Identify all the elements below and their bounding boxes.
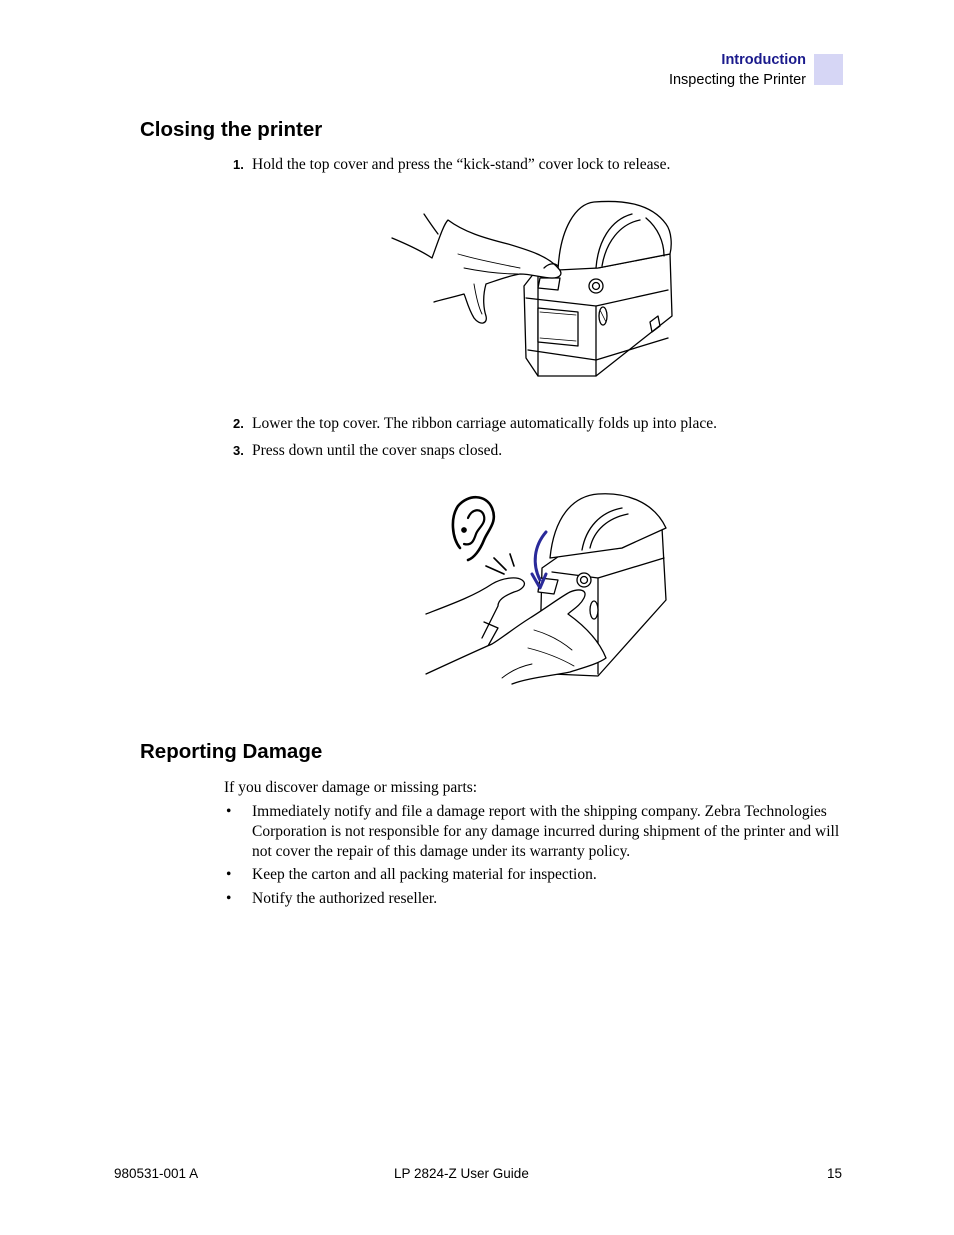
printer-release-illustration (388, 198, 678, 380)
footer-page-number: 15 (826, 1166, 842, 1181)
step-number: 3. (233, 443, 244, 458)
footer-guide-title: LP 2824-Z User Guide (394, 1166, 529, 1181)
reporting-intro-text: If you discover damage or missing parts: (224, 779, 478, 796)
list-item-text: Notify the authorized reseller. (252, 890, 438, 907)
ear-icon (453, 497, 494, 560)
bullet-icon: • (226, 803, 232, 820)
printer-close-illustration (422, 488, 674, 693)
section-heading-reporting: Reporting Damage (140, 740, 323, 763)
bullet-icon: • (226, 890, 232, 907)
footer-doc-number: 980531-001 A (114, 1166, 199, 1181)
step-text: Hold the top cover and press the “kick-stand” cover lock to release. (252, 156, 671, 173)
list-item-text: Immediately notify and file a damage report with the shipping company. Zebra Technologies Corporation is not responsible for any damage incurred during shipment of the printer and will not cover the repair of this damage under its warranty policy. (252, 803, 840, 860)
step-text: Press down until the cover snaps closed. (252, 442, 503, 459)
step-number: 2. (233, 416, 244, 431)
header-tab-marker (814, 54, 843, 85)
section-heading-closing: Closing the printer (140, 118, 323, 141)
header-subsection-title: Inspecting the Printer (668, 72, 806, 88)
step-number: 1. (233, 157, 244, 172)
list-item-text: Keep the carton and all packing material for inspection. (252, 866, 597, 883)
bullet-icon: • (226, 866, 232, 883)
step-text: Lower the top cover. The ribbon carriage automatically folds up into place. (252, 415, 717, 432)
header-section-title: Introduction (721, 52, 806, 68)
